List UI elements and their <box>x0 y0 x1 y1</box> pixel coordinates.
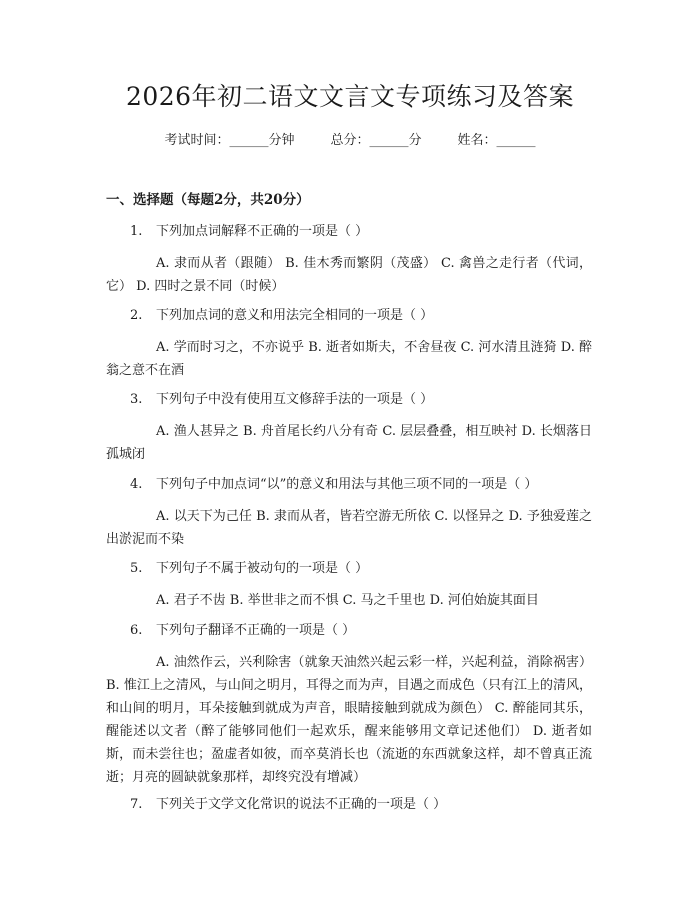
question-1-options: A. 隶而从者（跟随） B. 佳木秀而繁阴（茂盛） C. 禽兽之走行者（代词，它） D. 四时之景不同（时候） <box>106 256 592 294</box>
question-5-stem <box>106 558 592 580</box>
time-field: 考试时间：______分钟 <box>164 133 295 148</box>
score-field: 总分：______分 <box>330 133 422 148</box>
question-number: 6. <box>130 623 143 638</box>
page-title: 2026年初二语文文言文专项练习及答案 <box>125 82 575 111</box>
name-field: 姓名：______ <box>457 133 536 148</box>
question-number: 3. <box>130 392 143 407</box>
question-5-options: A. 君子不齿 B. 举世非之而不惧 C. 马之千里也 D. 河伯始旋其面目 <box>156 593 539 608</box>
question-number: 2. <box>130 308 143 323</box>
question-number: 5. <box>130 561 143 576</box>
question-6-stem <box>106 620 592 642</box>
question-7-stem <box>106 794 592 816</box>
question-4-options: A. 以天下为己任 B. 隶而从者，皆若空游无所依 C. 以怪异之 D. 予独爱莲之出淤泥而不染 <box>106 509 592 547</box>
question-2-options: A. 学而时习之，不亦说乎 B. 逝者如斯夫，不舍昼夜 C. 河水清且涟猗 D. 醉翁之意不在酒 <box>106 340 592 378</box>
question-text: 下列加点词的意义和用法完全相同的一项是（ ） <box>156 308 434 323</box>
question-4-stem <box>106 474 592 496</box>
question-number: 4. <box>130 477 143 492</box>
question-text: 下列句子中没有使用互文修辞手法的一项是（ ） <box>156 392 434 407</box>
question-3-options: A. 渔人甚异之 B. 舟首尾长约八分有奇 C. 层层叠叠，相互映衬 D. 长烟落日孤城闭 <box>106 424 592 462</box>
exam-meta-line <box>0 132 700 150</box>
question-6-options: A. 油然作云，兴利除害（就象天油然兴起云彩一样，兴起利益，消除祸害） B. 惟江上之清风，与山间之明月，耳得之而为声，目遇之而成色（只有江上的清风，和山间的明月，耳朵接触到就成为声音，眼睛接触到就成为颜色） C. 醉能同其乐，醒能述以文者（醉了能够同他们一起欢乐，醒来能够用文章记述他们） D. 逝者如斯，而未尝往也；盈虚者如彼，而卒莫消长也（流逝的东西就象这样，却不曾真正流逝；月亮的圆缺就象那样，却终究没有增减） <box>106 655 592 785</box>
question-number: 1. <box>130 224 143 239</box>
question-3-stem <box>106 389 592 411</box>
question-number: 7. <box>130 797 143 812</box>
section-heading: 一、选择题（每题2分，共20分） <box>106 192 310 208</box>
question-1-stem <box>106 221 592 243</box>
question-text: 下列关于文学文化常识的说法不正确的一项是（ ） <box>156 797 447 812</box>
question-text: 下列加点词解释不正确的一项是（ ） <box>156 224 369 239</box>
question-text: 下列句子不属于被动句的一项是（ ） <box>156 561 369 576</box>
question-2-stem <box>106 305 592 327</box>
question-text: 下列句子翻译不正确的一项是（ ） <box>156 623 356 638</box>
question-text: 下列句子中加点词“以”的意义和用法与其他三项不同的一项是（ ） <box>156 477 538 492</box>
